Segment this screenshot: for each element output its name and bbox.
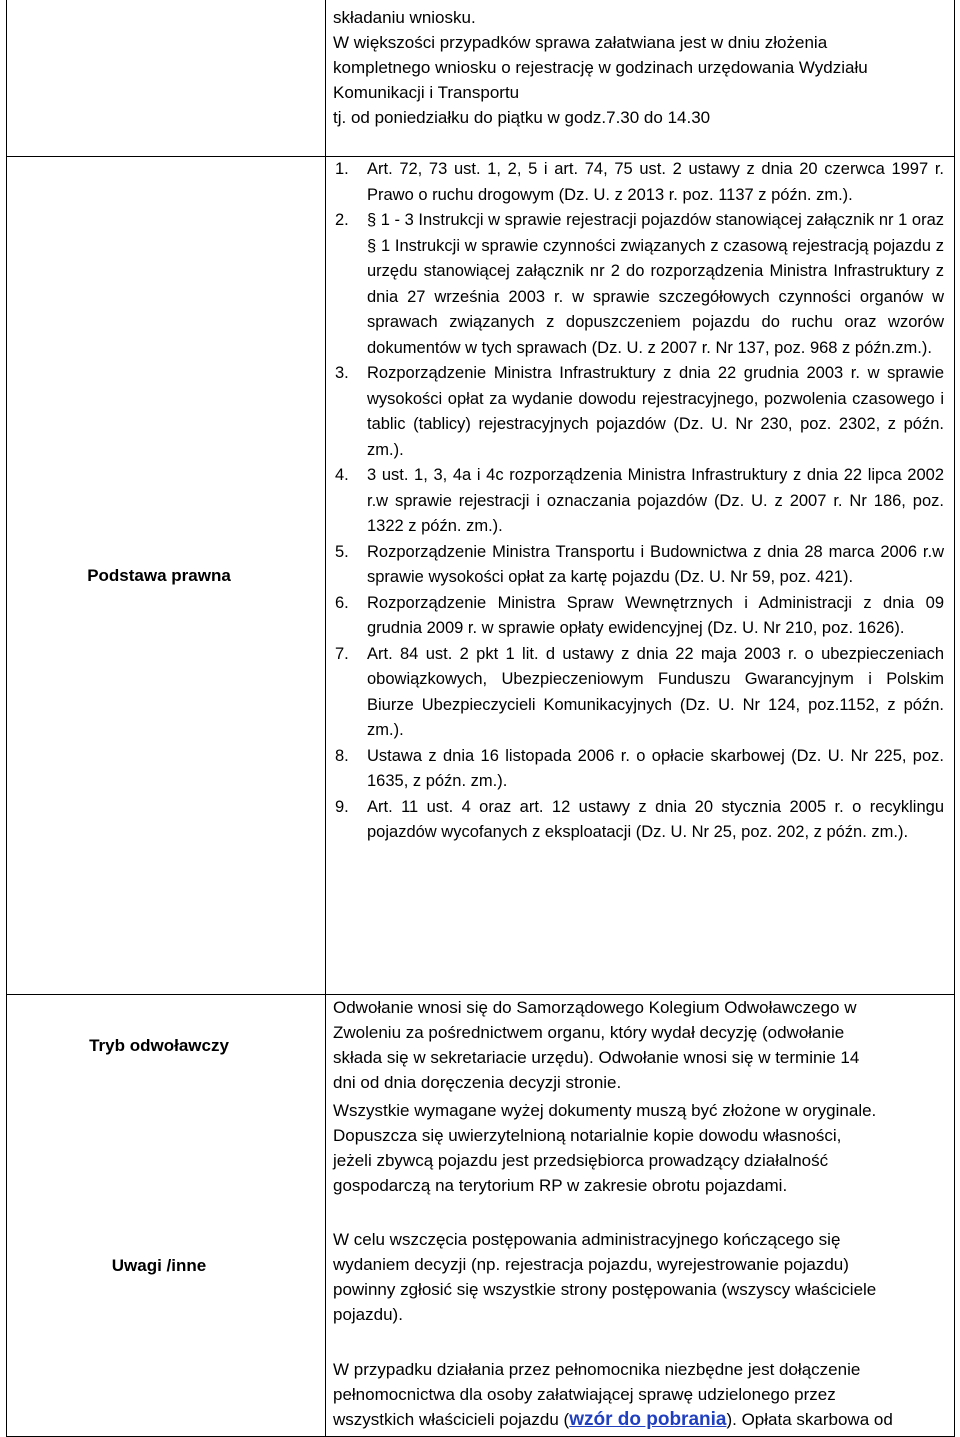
text-line: Zwoleniu za pośrednictwem organu, który wydał decyzję (odwołanie: [333, 1023, 845, 1042]
text-line: W większości przypadków sprawa załatwiana jest w dniu złożenia: [333, 33, 828, 52]
item-text: 3 ust. 1, 3, 4a i 4c rozporządzenia Ministra Infrastruktury z dnia 22 lipca 2002 r.w sprawie rejestracji i oznaczania pojazdów (Dz. U. z 2007 r. Nr 186, poz. 1322 z późn. zm.).: [367, 466, 944, 535]
text-line: składaniu wniosku.: [333, 8, 476, 27]
text-line: wydaniem decyzji (np. rejestracja pojazdu, wyrejestrowanie pojazdu): [333, 1255, 849, 1274]
legal-basis-list: [327, 157, 944, 846]
text-segment: wszystkich właścicieli pojazdu (: [333, 1410, 570, 1429]
list-item: [327, 157, 944, 208]
text-line: dni od dnia doręczenia decyzji stronie.: [333, 1073, 622, 1092]
text-line: [333, 1407, 948, 1432]
item-text: Rozporządzenie Ministra Infrastruktury z dnia 22 grudnia 2003 r. w sprawie wysokości opłat za wydanie dowodu rejestracyjnego, pozwolenia czasowego i tablic (tablicy) rejestracyjnych pojazdów (Dz. U. Nr 230, poz. 2302, z późn. zm.).: [367, 364, 944, 459]
text-line: tj. od poniedziałku do piątku w godz.7.30 do 14.30: [333, 108, 711, 127]
list-item: [327, 540, 944, 591]
appeal-text: [333, 995, 948, 1095]
item-number: 6.: [335, 593, 349, 612]
list-item: [327, 642, 944, 744]
top-row-content: [333, 5, 948, 130]
notes-paragraph-2: [333, 1227, 948, 1327]
text-line: W celu wszczęcia postępowania administracyjnego kończącego się: [333, 1230, 841, 1249]
text-line: jeżeli zbywcą pojazdu jest przedsiębiorca prowadzący działalność: [333, 1151, 829, 1170]
item-number: 2.: [335, 211, 349, 229]
item-number: 4.: [335, 466, 349, 484]
text-line: Wszystkie wymagane wyżej dokumenty muszą być złożone w oryginale.: [333, 1101, 877, 1120]
column-divider: [325, 0, 326, 1436]
item-number: 3.: [335, 364, 349, 382]
item-text: Rozporządzenie Ministra Spraw Wewnętrznych i Administracji z dnia 09 grudnia 2009 r. w sprawie opłaty ewidencyjnej (Dz. U. Nr 210, poz. 1626).: [367, 593, 944, 637]
item-number: 5.: [335, 542, 349, 561]
list-item: [327, 795, 944, 846]
list-item: [327, 361, 944, 463]
item-number: 7.: [335, 644, 349, 663]
label-tryb-odwolawczy: Tryb odwoławczy: [89, 1036, 229, 1055]
item-number: 9.: [335, 797, 349, 816]
item-number: 1.: [335, 160, 349, 178]
item-text: § 1 - 3 Instrukcji w sprawie rejestracji pojazdów stanowiącej załącznik nr 1 oraz § 1 Instrukcji w sprawie czynności związanych z czasową rejestracją pojazdu z urzędu stanowiącej załącznik nr 2 do rozporządzenia Ministra Infrastruktury z dnia 27 września 2003 r. w sprawie szczegółowych czynności organów w sprawach związanych z dopuszczeniem pojazdu do ruchu oraz wzorów dokumentów w tych sprawach (Dz. U. z 2007 r. Nr 137, poz. 968 z późn.zm.).: [367, 211, 944, 357]
item-number: 8.: [335, 746, 349, 765]
text-line: Komunikacji i Transportu: [333, 83, 520, 102]
list-item: [327, 744, 944, 795]
item-text: Rozporządzenie Ministra Transportu i Budownictwa z dnia 28 marca 2006 r.w sprawie wysokości opłat za kartę pojazdu (Dz. U. Nr 59, poz. 421).: [367, 542, 944, 586]
notes-paragraph-3: [333, 1357, 948, 1432]
text-segment: ). Opłata skarbowa od: [726, 1410, 893, 1429]
text-line: kompletnego wniosku o rejestrację w godzinach urzędowania Wydziału: [333, 58, 868, 77]
item-text: Art. 84 ust. 2 pkt 1 lit. d ustawy z dnia 22 maja 2003 r. o ubezpieczeniach obowiązkowych, Ubezpieczeniowym Funduszu Gwarancyjnym i Polskim Biurze Ubezpieczycieli Komunikacyjnych (Dz. U. Nr 124, poz.1152, z późn. zm.).: [367, 644, 944, 739]
text-line: W przypadku działania przez pełnomocnika niezbędne jest dołączenie: [333, 1360, 861, 1379]
text-line: powinny zgłosić się wszystkie strony postępowania (wszyscy właściciele: [333, 1280, 877, 1299]
item-text: Art. 72, 73 ust. 1, 2, 5 i art. 74, 75 ust. 2 ustawy z dnia 20 czerwca 1997 r. Prawo o ruchu drogowym (Dz. U. z 2013 r. poz. 1137 z późn. zm.).: [367, 160, 944, 204]
text-line: Dopuszcza się uwierzytelnioną notarialnie kopie dowodu własności,: [333, 1126, 842, 1145]
item-text: Ustawa z dnia 16 listopada 2006 r. o opłacie skarbowej (Dz. U. Nr 225, poz. 1635, z późn. zm.).: [367, 746, 944, 790]
text-line: pełnomocnictwa dla osoby załatwiającej sprawę udzielonego przez: [333, 1385, 836, 1404]
text-line: składa się w sekretariacie urzędu). Odwołanie wnosi się w terminie 14: [333, 1048, 860, 1067]
text-line: pojazdu).: [333, 1305, 403, 1324]
text-line: Odwołanie wnosi się do Samorządowego Kolegium Odwoławczego w: [333, 998, 857, 1017]
list-item: [327, 208, 944, 361]
text-line: gospodarczą na terytorium RP w zakresie obrotu pojazdami.: [333, 1176, 788, 1195]
download-template-link[interactable]: wzór do pobrania: [569, 1409, 727, 1430]
label-podstawa-prawna: Podstawa prawna: [87, 566, 231, 585]
list-item: [327, 591, 944, 642]
notes-paragraph-1: [333, 1098, 948, 1198]
label-uwagi-inne: Uwagi /inne: [111, 1256, 207, 1275]
list-item: [327, 463, 944, 540]
item-text: Art. 11 ust. 4 oraz art. 12 ustawy z dnia 20 stycznia 2005 r. o recyklingu pojazdów wycofanych z eksploatacji (Dz. U. Nr 25, poz. 202, z późn. zm.).: [367, 797, 944, 841]
